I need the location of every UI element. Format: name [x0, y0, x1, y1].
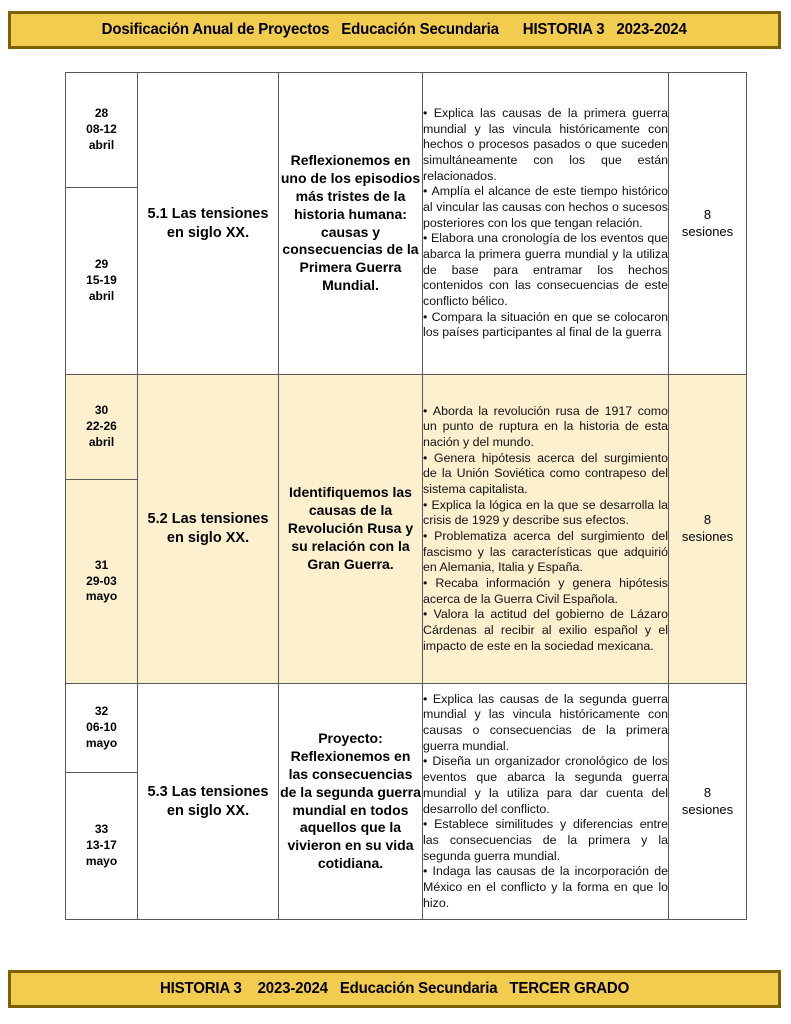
week-range: 08-12 — [86, 122, 117, 137]
week-month: abril — [88, 288, 115, 303]
table-body — [66, 73, 747, 920]
learning-outcomes-cell — [423, 73, 669, 375]
header-banner — [8, 11, 781, 49]
unit-cell: 5.1 Las tensiones en siglo XX. — [138, 73, 279, 375]
table-row — [66, 684, 747, 773]
sessions-label: sesiones — [681, 801, 734, 817]
week-number: 33 — [94, 822, 109, 837]
list-item: • Recaba información y genera hipótesis acerca de la Guerra Civil Española. — [423, 576, 668, 607]
week-range: 13-17 — [86, 838, 117, 853]
week-cell — [66, 684, 138, 773]
list-item: • Establece similitudes y diferencias entre las consecuencias de la primera y la segunda guerra mundial. — [423, 817, 668, 864]
dosification-table — [65, 72, 747, 920]
table-row — [66, 73, 747, 188]
footer-title: HISTORIA 3 2023-2024 Educación Secundaria TERCER GRADO — [159, 980, 630, 997]
week-range: 22-26 — [86, 419, 117, 434]
sessions-number: 8 — [703, 206, 712, 222]
list-item: • Explica las causas de la segunda guerra mundial y las vincula históricamente con causas o consecuencias de la primera guerra mundial. — [423, 692, 668, 755]
week-month: mayo — [85, 735, 118, 750]
week-cell — [66, 188, 138, 375]
week-number: 32 — [94, 704, 109, 719]
list-item: • Problematiza acerca del surgimiento del fascismo y las características que adquirió en Alemania, Italia y España. — [423, 529, 668, 576]
week-number: 28 — [94, 106, 109, 121]
list-item: • Aborda la revolución rusa de 1917 como un punto de ruptura en la historia de esta nación y del mundo. — [423, 404, 668, 451]
week-cell — [66, 73, 138, 188]
sessions-cell — [669, 73, 747, 375]
list-item: • Valora la actitud del gobierno de Lázaro Cárdenas al recibir al exilio español y el impacto de este en la sociedad mexicana. — [423, 607, 668, 654]
sessions-label: sesiones — [681, 529, 734, 544]
week-range: 29-03 — [86, 573, 117, 588]
week-number: 31 — [94, 557, 109, 572]
week-month: abril — [88, 137, 115, 152]
list-item: • Genera hipótesis acerca del surgimiento de la Unión Soviética como contrapeso del sistema capitalista. — [423, 451, 668, 498]
week-cell — [66, 773, 138, 920]
outcome-list — [423, 692, 668, 912]
table-row — [66, 375, 747, 480]
sessions-number: 8 — [703, 512, 712, 528]
outcome-list — [423, 404, 668, 655]
list-item: • Elabora una cronología de los eventos que abarca la primera guerra mundial y la utiliza de base para entramar los hechos contenidos con las consecuencias de este conflicto bélico. — [423, 231, 668, 309]
outcome-list — [423, 106, 668, 341]
list-item: • Explica las causas de la primera guerra mundial y las vincula históricamente con hechos o procesos pasados o que suceden simultáneamente con los que están relacionados. — [423, 106, 668, 184]
week-range: 15-19 — [86, 273, 117, 288]
sessions-cell — [669, 684, 747, 920]
sessions-number: 8 — [703, 784, 712, 800]
list-item: • Explica la lógica en la que se desarrolla la crisis de 1929 y describe sus efectos. — [423, 498, 668, 529]
week-cell — [66, 375, 138, 480]
list-item: • Amplía el alcance de este tiempo histórico al vincular las causas con hechos o sucesos posteriores con los que tengan relación. — [423, 184, 668, 231]
week-month: mayo — [85, 589, 118, 604]
week-range: 06-10 — [86, 720, 117, 735]
list-item: • Indaga las causas de la incorporación de México en el conflicto y la forma en que lo hizo. — [423, 864, 668, 911]
week-month: abril — [88, 434, 115, 449]
list-item: • Compara la situación en que se colocaron los países participantes al final de la guerra — [423, 310, 668, 341]
unit-cell: 5.2 Las tensiones en siglo XX. — [138, 375, 279, 684]
learning-outcomes-cell — [423, 684, 669, 920]
footer-banner — [8, 970, 781, 1008]
week-number: 29 — [94, 257, 109, 272]
header-title: Dosificación Anual de Proyectos Educación Secundaria HISTORIA 3 2023-2024 — [101, 21, 688, 38]
unit-cell: 5.3 Las tensiones en siglo XX. — [138, 684, 279, 920]
list-item: • Diseña un organizador cronológico de los eventos que abarca la segunda guerra mundial y la utiliza para dar cuenta del desarrollo del conflicto. — [423, 754, 668, 817]
week-number: 30 — [94, 403, 109, 418]
project-title-cell: Proyecto: Reflexionemos en las consecuencias de la segunda guerra mundial en todos aquellos que la vivieron en su vida cotidiana. — [279, 684, 423, 920]
week-month: mayo — [85, 853, 118, 868]
sessions-label: sesiones — [681, 223, 734, 239]
project-title-cell: Reflexionemos en uno de los episodios más tristes de la historia humana: causas y consecuencias de la Primera Guerra Mundial. — [279, 73, 423, 375]
sessions-cell — [669, 375, 747, 684]
learning-outcomes-cell — [423, 375, 669, 684]
week-cell — [66, 480, 138, 684]
project-title-cell: Identifiquemos las causas de la Revolución Rusa y su relación con la Gran Guerra. — [279, 375, 423, 684]
